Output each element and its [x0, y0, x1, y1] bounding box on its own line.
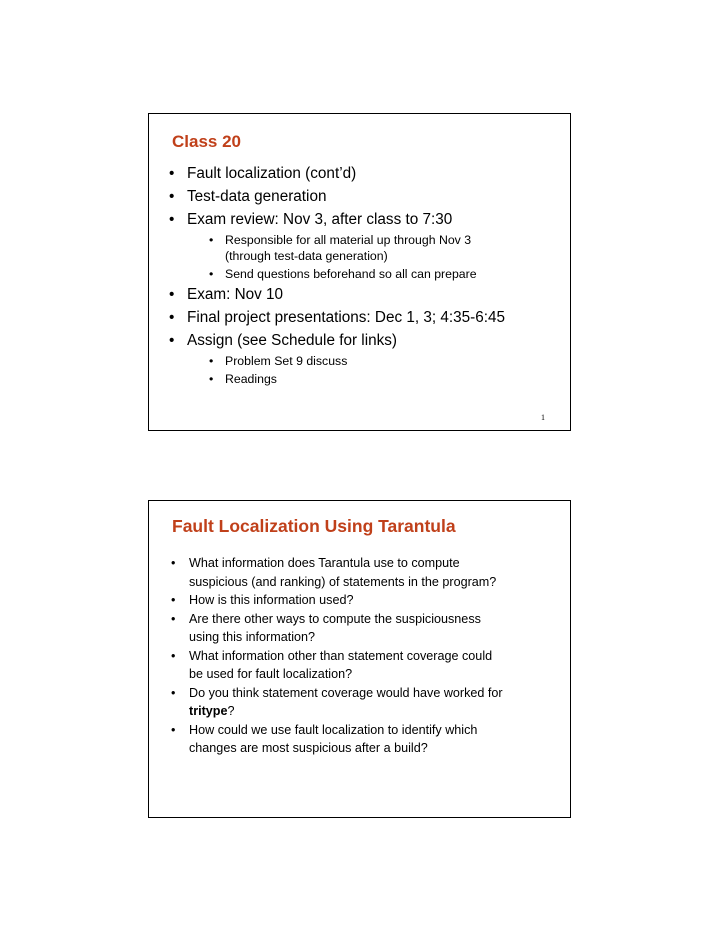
- bullet-item: • Test-data generation: [167, 187, 567, 207]
- bullet-item: • Exam: Nov 10: [167, 285, 567, 305]
- bullet-text: • What information other than statement coverage could: [189, 648, 493, 663]
- bullet-item: • Final project presentations: Dec 1, 3; 4:35-6:45: [167, 308, 567, 328]
- sub-bullet-text-continued: (through test-data generation): [225, 249, 388, 263]
- bullet-text-continued: suspicious (and ranking) of statements in the program?: [189, 574, 497, 589]
- bullet-text-continued: [189, 702, 567, 721]
- sub-bullet-list: [187, 353, 567, 387]
- bullet-item: [167, 721, 567, 758]
- bullet-text: • How could we use fault localization to identify which: [189, 722, 478, 737]
- bullet-text-continued: using this information?: [189, 630, 316, 644]
- slide-2-title: Fault Localization Using Tarantula: [172, 516, 456, 536]
- sub-bullet-item: [187, 232, 567, 264]
- slide-2: [148, 500, 571, 818]
- sub-bullet-item: • Send questions beforehand so all can prepare: [187, 266, 567, 282]
- slide-2-bullet-list: [167, 554, 567, 758]
- bullet-item: [167, 554, 567, 591]
- bullet-text: • Do you think statement coverage would have worked for: [189, 685, 503, 700]
- bullet-text: • What information does Tarantula use to compute: [189, 556, 460, 570]
- sub-bullet-item: • Readings: [187, 371, 567, 387]
- bullet-text: Exam review: Nov 3, after class to 7:30: [187, 211, 453, 228]
- slide-1-bullet-list: [167, 164, 567, 390]
- tritype-term: tritype: [189, 704, 228, 718]
- bullet-text: Assign (see Schedule for links): [187, 332, 398, 349]
- bullet-text: • Are there other ways to compute the suspiciousness: [189, 611, 481, 626]
- bullet-item: • Fault localization (cont’d): [167, 164, 567, 184]
- bullet-text: • How is this information used?: [189, 593, 354, 607]
- bullet-item: [167, 647, 567, 684]
- bullet-item: [167, 331, 567, 387]
- question-mark: ?: [227, 704, 235, 718]
- sub-bullet-text: • Responsible for all material up through Nov 3: [225, 233, 472, 247]
- bullet-item: [167, 210, 567, 282]
- slide-1-title: Class 20: [172, 132, 241, 151]
- bullet-text-continued: changes are most suspicious after a build?: [189, 741, 428, 755]
- bullet-item: [167, 684, 567, 721]
- page-number: 1: [541, 413, 545, 422]
- sub-bullet-item: • Problem Set 9 discuss: [187, 353, 567, 369]
- bullet-item: [167, 610, 567, 647]
- slide-1: [148, 113, 571, 431]
- bullet-text-continued: be used for fault localization?: [189, 667, 353, 681]
- bullet-item: [167, 591, 567, 610]
- sub-bullet-list: [187, 232, 567, 282]
